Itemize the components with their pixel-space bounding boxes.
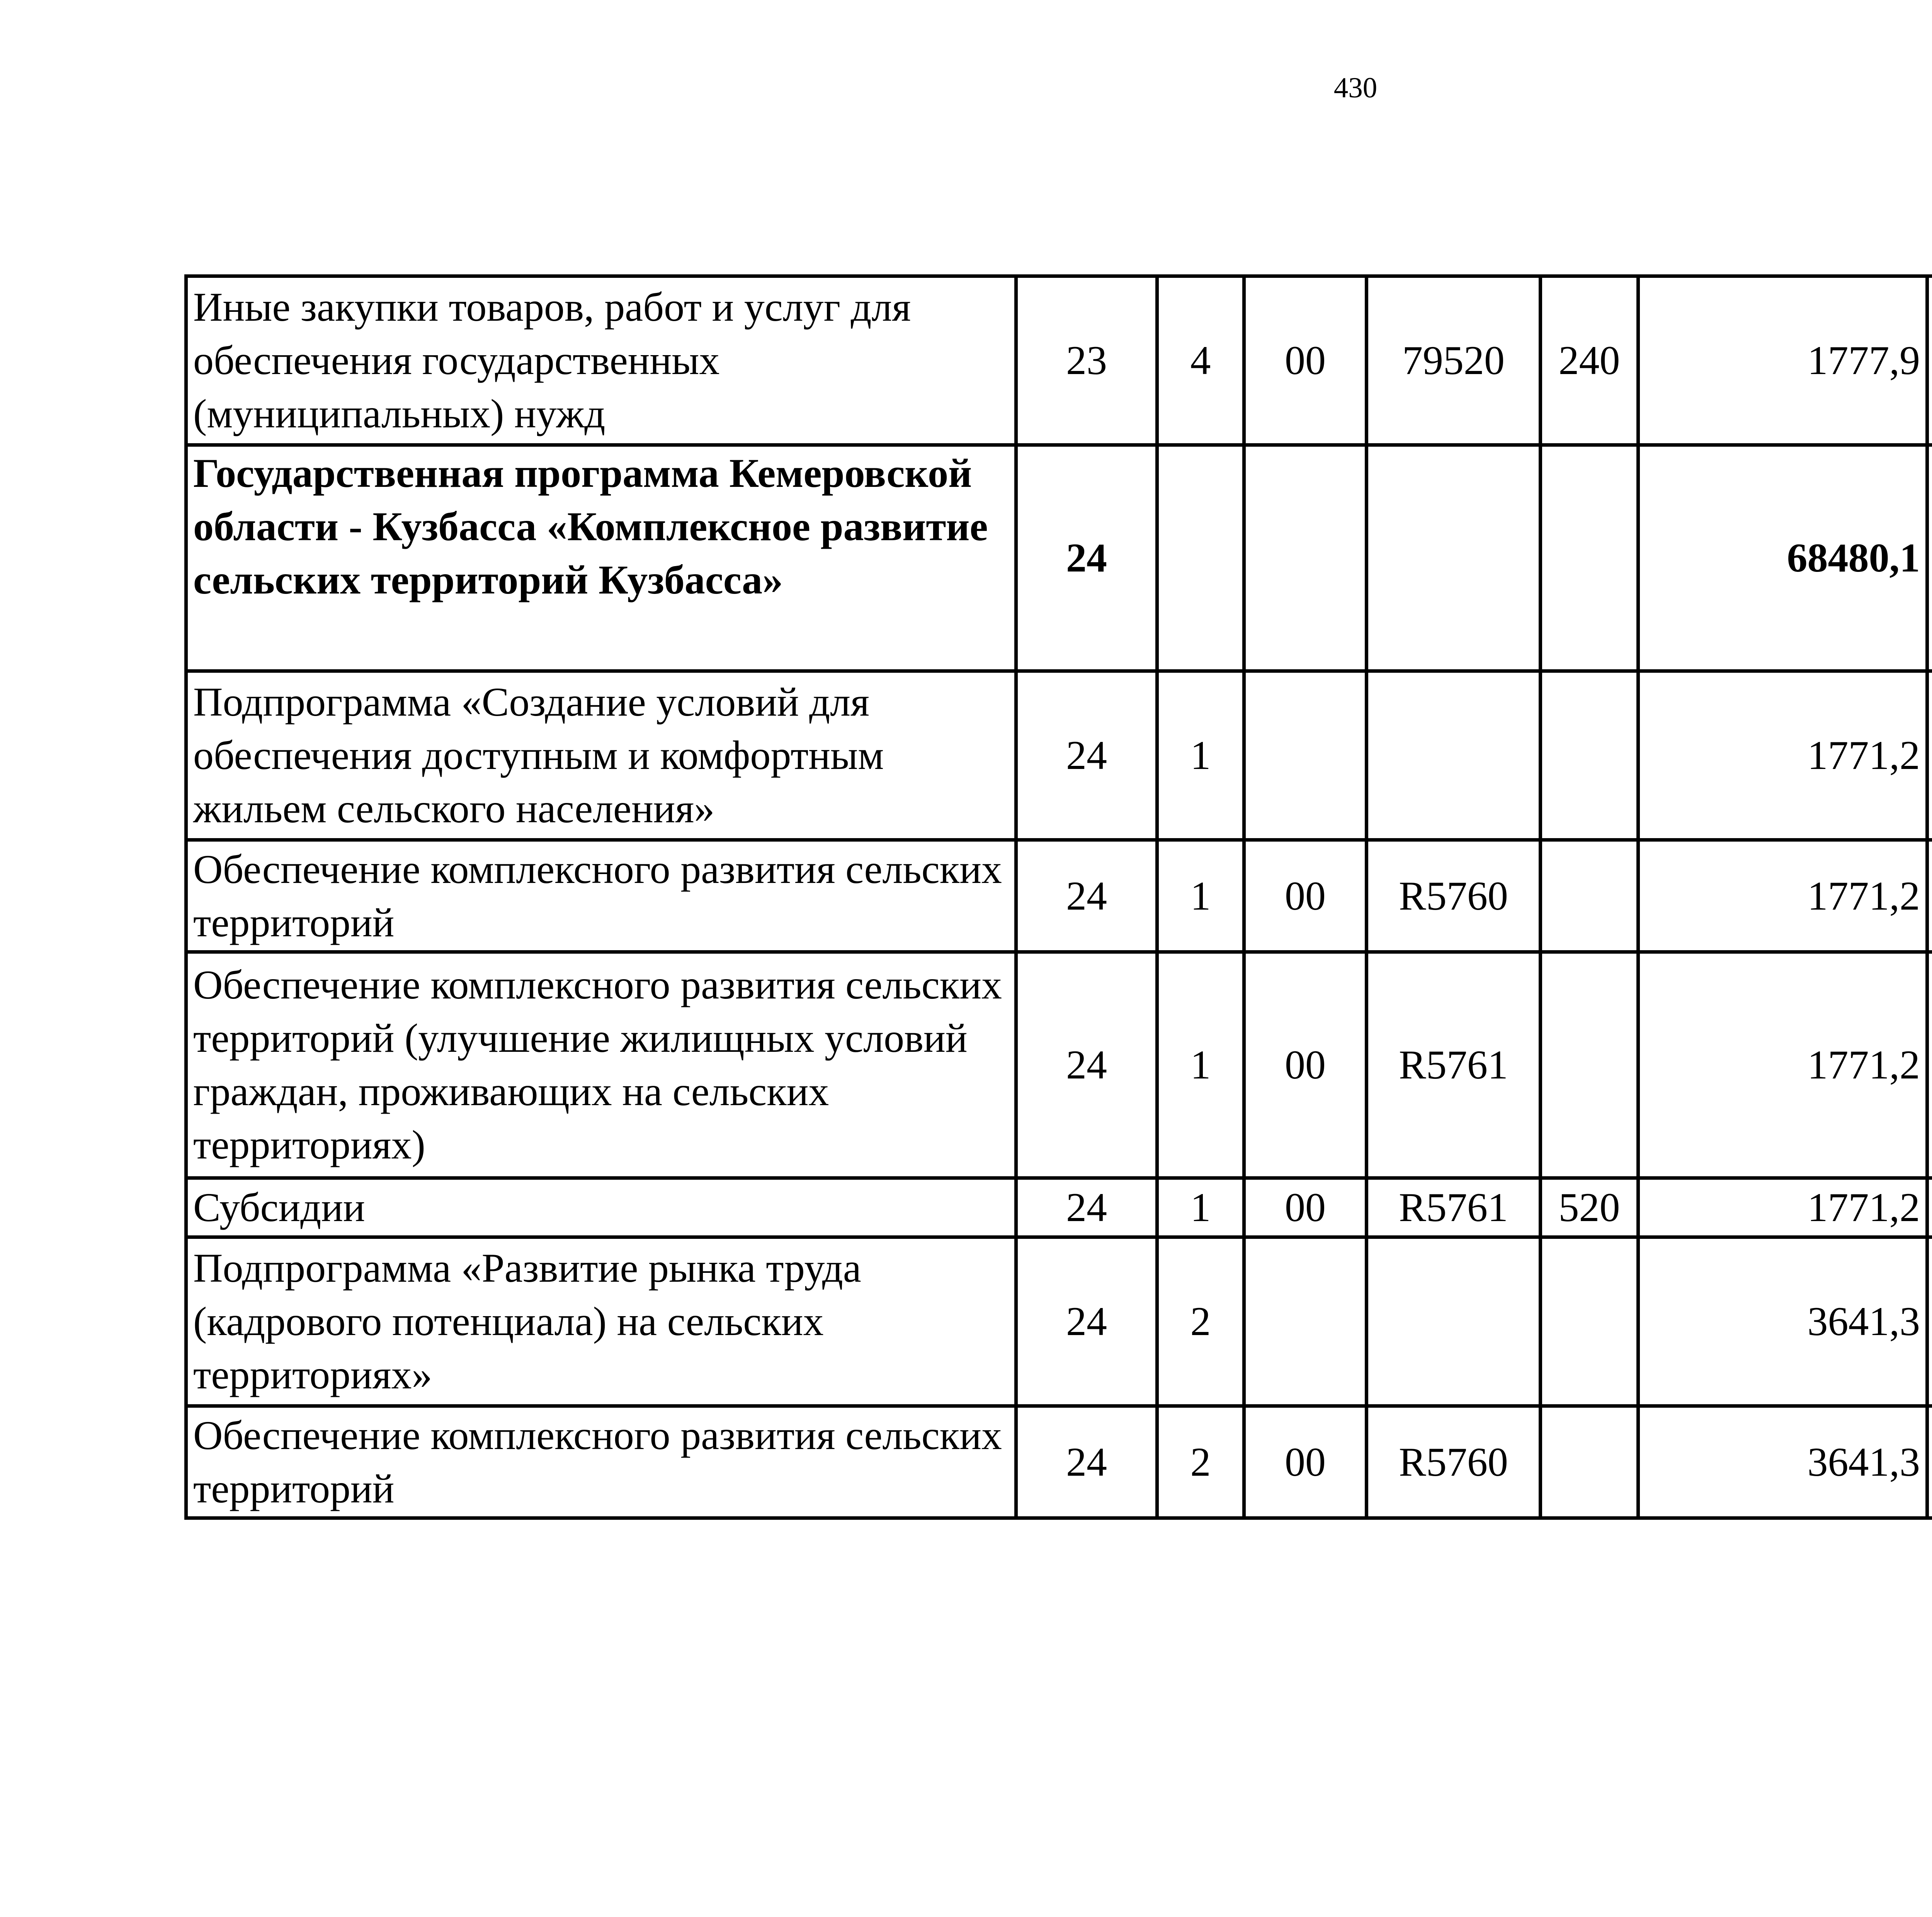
direction-code: 00 [1244,840,1367,952]
expense-type-code: 240 [1541,276,1638,445]
table-row [186,1237,1932,1406]
program-code: 24 [1016,671,1157,840]
expense-type-code [1541,840,1638,952]
program-code: 24 [1016,952,1157,1178]
program-code: 23 [1016,276,1157,445]
sum-year-2 [1927,276,1932,445]
table-row [186,840,1932,952]
expense-code [1367,671,1541,840]
sum-year-1: 1771,2 [1638,840,1927,952]
subprogram-code: 2 [1157,1237,1244,1406]
program-code: 24 [1016,445,1157,671]
expense-type-code [1541,445,1638,671]
direction-code [1244,1237,1367,1406]
budget-table [184,274,1932,1520]
page-number: 430 [1333,72,1378,104]
subprogram-code: 1 [1157,671,1244,840]
row-name: Государственная программа Кемеровской области - Кузбасса «Комплексное развитие сельских территорий Кузбасса» [186,445,1016,671]
table-row [186,1178,1932,1237]
row-name: Обеспечение комплексного развития сельских территорий [186,840,1016,952]
expense-code: R5761 [1367,1178,1541,1237]
table-row [186,1406,1932,1518]
subprogram-code: 1 [1157,840,1244,952]
sum-year-2 [1927,952,1932,1178]
row-name: Обеспечение комплексного развития сельских территорий (улучшение жилищных условий граждан, проживающих на сельских территориях) [186,952,1016,1178]
row-name: Подпрограмма «Создание условий для обеспечения доступным и комфортным жильем сельского населения» [186,671,1016,840]
expense-type-code: 520 [1541,1178,1638,1237]
sum-year-2 [1927,840,1932,952]
sum-year-2 [1927,1237,1932,1406]
direction-code: 00 [1244,1178,1367,1237]
expense-type-code [1541,1237,1638,1406]
expense-code: 79520 [1367,276,1541,445]
row-name: Подпрограмма «Развитие рынка труда (кадрового потенциала) на сельских территориях» [186,1237,1016,1406]
program-code: 24 [1016,840,1157,952]
expense-code [1367,445,1541,671]
expense-code [1367,1237,1541,1406]
direction-code: 00 [1244,276,1367,445]
row-name: Иные закупки товаров, работ и услуг для обеспечения государственных (муниципальных) нужд [186,276,1016,445]
program-code: 24 [1016,1406,1157,1518]
sum-year-1: 3641,3 [1638,1237,1927,1406]
direction-code [1244,671,1367,840]
expense-code: R5761 [1367,952,1541,1178]
row-name: Субсидии [186,1178,1016,1237]
subprogram-code: 2 [1157,1406,1244,1518]
expense-type-code [1541,671,1638,840]
sum-year-2 [1927,671,1932,840]
expense-code: R5760 [1367,840,1541,952]
subprogram-code: 1 [1157,1178,1244,1237]
table-row [186,671,1932,840]
direction-code: 00 [1244,1406,1367,1518]
expense-type-code [1541,1406,1638,1518]
table-row [186,276,1932,445]
sum-year-1: 68480,1 [1638,445,1927,671]
sum-year-2 [1927,445,1932,671]
sum-year-1: 1771,2 [1638,671,1927,840]
sum-year-2 [1927,1406,1932,1518]
subprogram-code [1157,445,1244,671]
subprogram-code: 4 [1157,276,1244,445]
sum-year-1: 1771,2 [1638,952,1927,1178]
expense-code: R5760 [1367,1406,1541,1518]
table-row [186,445,1932,671]
row-name: Обеспечение комплексного развития сельских территорий [186,1406,1016,1518]
sum-year-1: 1771,2 [1638,1178,1927,1237]
program-code: 24 [1016,1178,1157,1237]
direction-code [1244,445,1367,671]
subprogram-code: 1 [1157,952,1244,1178]
sum-year-2 [1927,1178,1932,1237]
sum-year-1: 1777,9 [1638,276,1927,445]
program-code: 24 [1016,1237,1157,1406]
expense-type-code [1541,952,1638,1178]
direction-code: 00 [1244,952,1367,1178]
sum-year-1: 3641,3 [1638,1406,1927,1518]
table-row [186,952,1932,1178]
